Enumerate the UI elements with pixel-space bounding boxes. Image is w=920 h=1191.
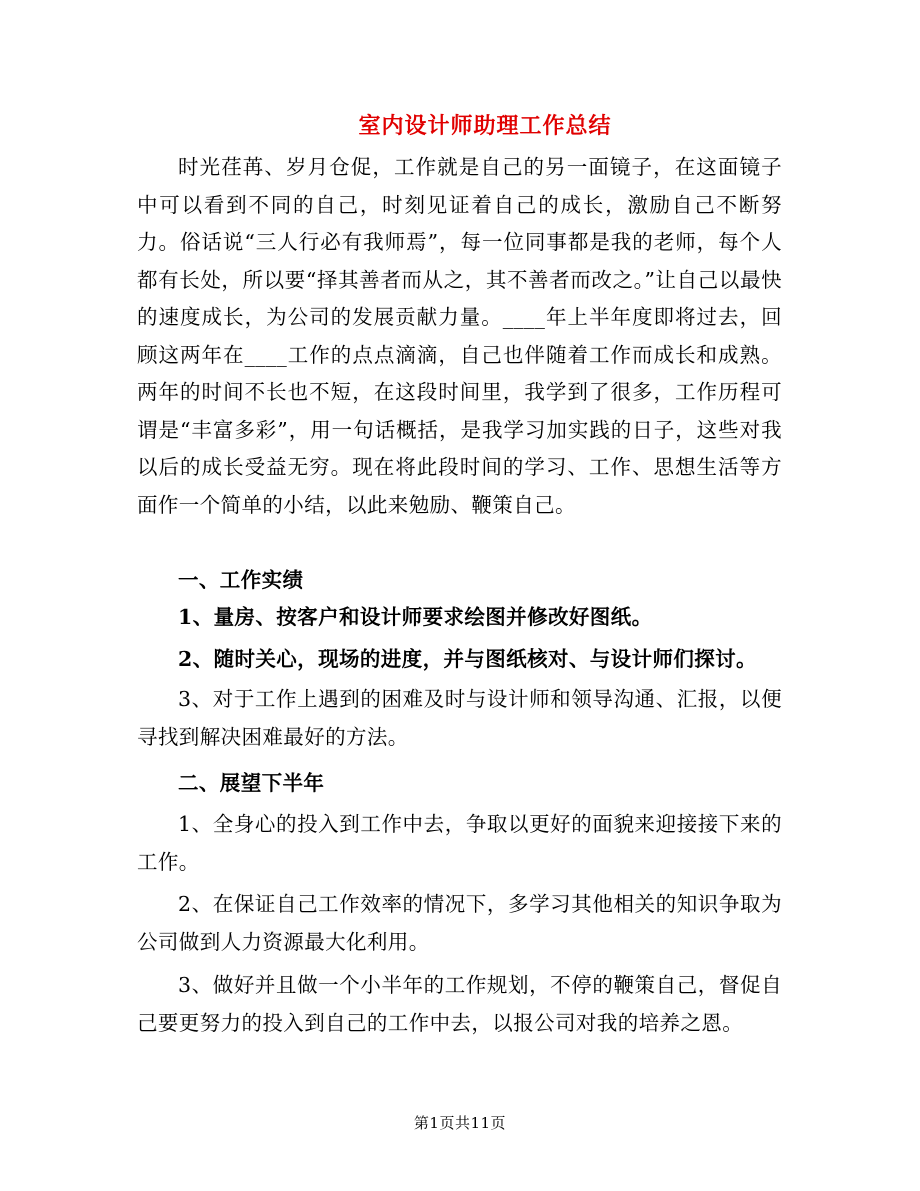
- section-heading-work-results: 一、工作实绩: [178, 568, 304, 592]
- work-result-item: 2、随时关心，现场的进度，并与图纸核对、与设计师们探讨。: [178, 647, 757, 671]
- outlook-item: 2、在保证自己工作效率的情况下，多学习其他相关的知识争取为公司做到人力资源最大化利用。: [137, 892, 782, 954]
- document-title: 室内设计师助理工作总结: [358, 113, 612, 139]
- section-heading-outlook: 二、展望下半年: [178, 771, 325, 795]
- intro-paragraph: 时光荏苒、岁月仓促，工作就是自己的另一面镜子，在这面镜子中可以看到不同的自己，时刻见证着自己的成长，激励自己不断努力。俗话说“三人行必有我师焉”，每一位同事都是我的老师，每个人都有长处，所以要“择其善者而从之，其不善者而改之。”让自己以最快的速度成长，为公司的发展贡献力量。____年上半年度即将过去，回顾这两年在____工作的点点滴滴，自己也伴随着工作而成长和成熟。两年的时间不长也不短，在这段时间里，我学到了很多，工作历程可谓是“丰富多彩”，用一句话概括，是我学习加实践的日子，这些对我以后的成长受益无穷。现在将此段时间的学习、工作、思想生活等方面作一个简单的小结，以此来勉励、鞭策自己。: [137, 155, 782, 517]
- work-result-item: 1、量房、按客户和设计师要求绘图并修改好图纸。: [178, 605, 653, 629]
- outlook-item: 1、全身心的投入到工作中去，争取以更好的面貌来迎接接下来的工作。: [137, 812, 782, 874]
- outlook-item: 3、做好并且做一个小半年的工作规划，不停的鞭策自己，督促自己要更努力的投入到自己的工作中去，以报公司对我的培养之恩。: [137, 973, 782, 1035]
- page-number-footer: 第1页共11页: [413, 1114, 507, 1132]
- work-result-item: 3、对于工作上遇到的困难及时与设计师和领导沟通、汇报，以便寻找到解决困难最好的方法。: [137, 687, 782, 749]
